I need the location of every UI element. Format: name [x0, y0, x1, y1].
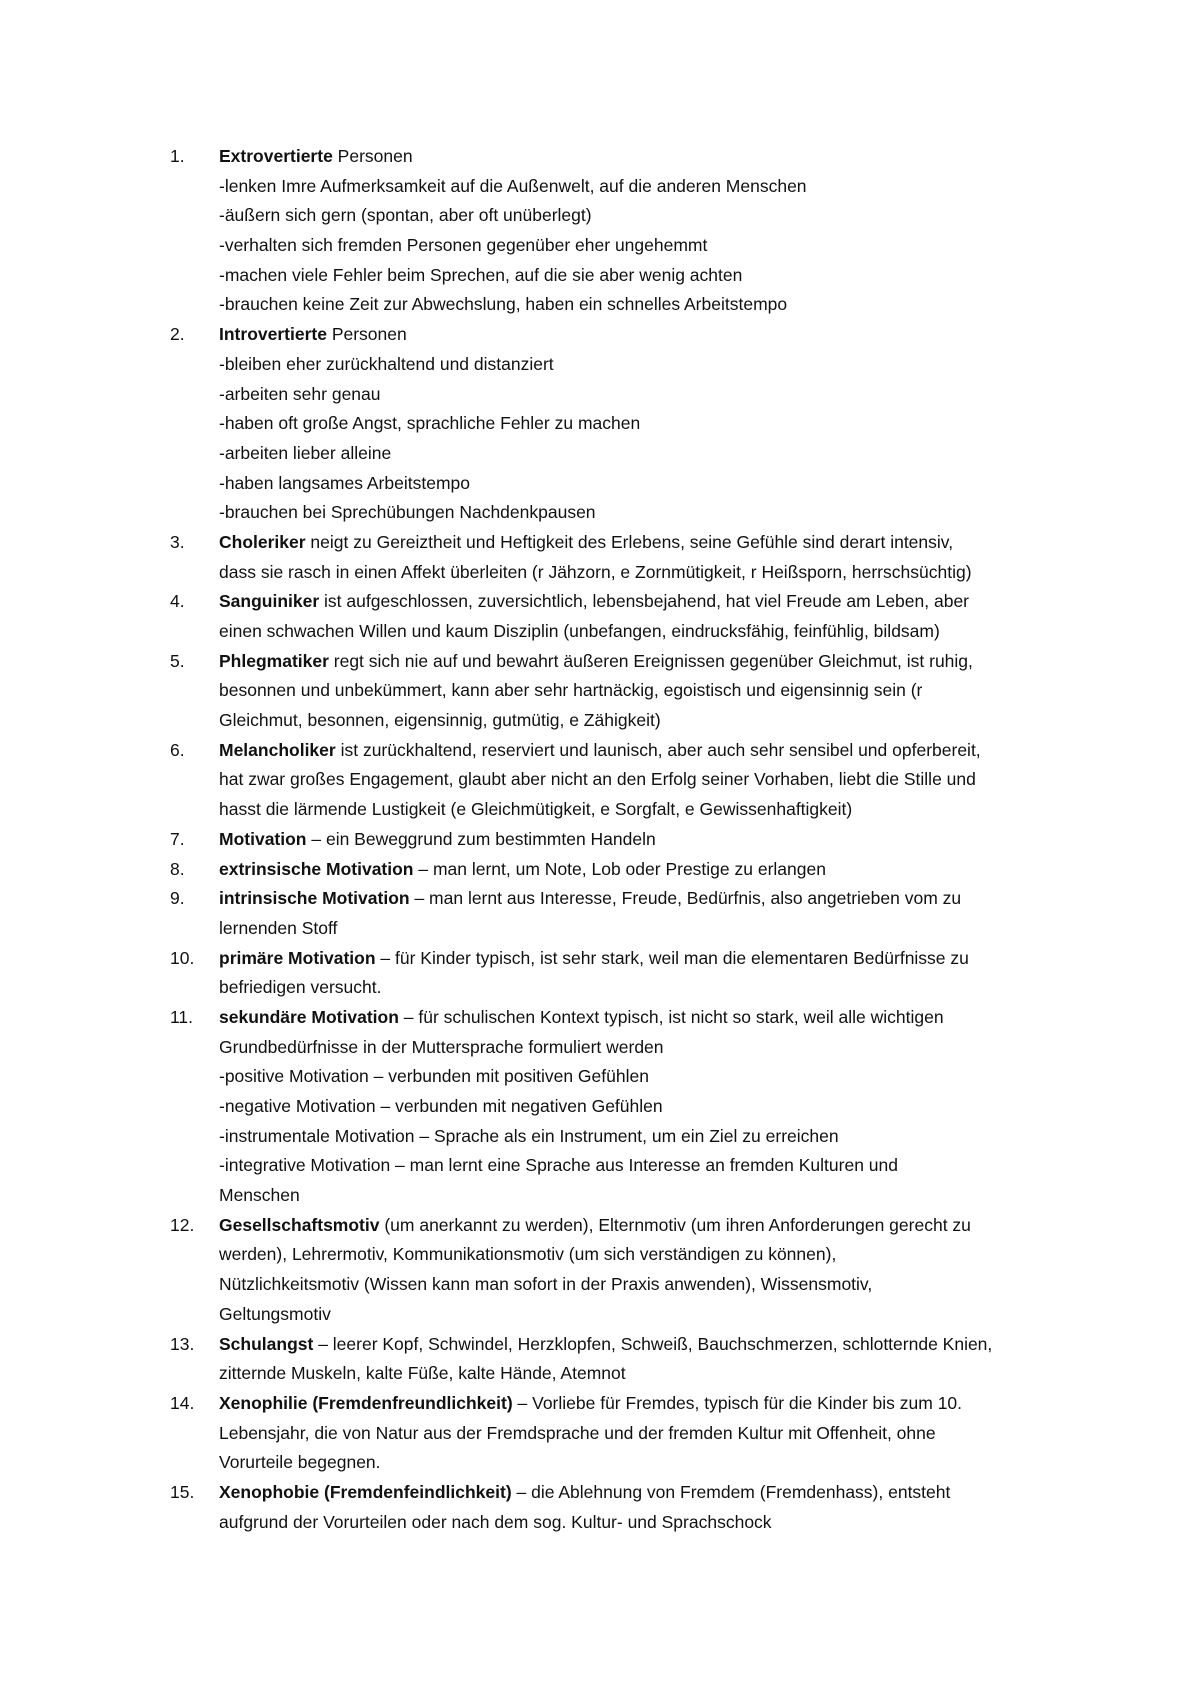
list-item-line [219, 1419, 1070, 1449]
list-item-number: 2. [170, 324, 185, 345]
list-item-line [219, 1300, 1070, 1330]
line-text: Personen [326, 324, 407, 345]
list-item [170, 884, 1070, 943]
line-text: Vorurteile begegnen. [219, 1452, 381, 1473]
list-item-line [219, 944, 1070, 974]
list-item-line [219, 320, 1070, 350]
list-item-number: 3. [170, 531, 185, 552]
line-text: ist zurückhaltend, reserviert und launisch, aber auch sehr sensibel und opferbereit, [335, 739, 981, 760]
list-item-line [219, 1211, 1070, 1241]
term-heading: Motivation [219, 828, 307, 849]
line-text: Grundbedürfnisse in der Muttersprache formuliert werden [219, 1036, 664, 1057]
list-item-line [219, 1240, 1070, 1270]
list-item-line [219, 1092, 1070, 1122]
line-text: -negative Motivation – verbunden mit negativen Gefühlen [219, 1096, 663, 1116]
line-text: -haben langsames Arbeitstempo [219, 472, 470, 493]
list-item [170, 1389, 1070, 1478]
list-item-number: 7. [170, 828, 185, 849]
line-text: -haben oft große Angst, sprachliche Fehler zu machen [219, 413, 641, 434]
list-item-line [219, 1478, 1070, 1508]
list-item-number: 13. [170, 1333, 195, 1354]
list-item [170, 647, 1070, 736]
line-text: – man lernt aus Interesse, Freude, Bedürfnis, also angetrieben vom zu [409, 888, 962, 909]
term-heading: Sanguiniker [219, 591, 320, 612]
line-text: zitternde Muskeln, kalte Füße, kalte Hände, Atemnot [219, 1363, 626, 1384]
list-item [170, 736, 1070, 825]
line-text: – leerer Kopf, Schwindel, Herzklopfen, Schweiß, Bauchschmerzen, schlotternde Knien, [313, 1333, 993, 1354]
list-item-number: 9. [170, 888, 185, 909]
list-item-line [219, 528, 1070, 558]
list-item-line [219, 1181, 1070, 1211]
line-text: Gleichmut, besonnen, eigensinnig, gutmütig, e Zähigkeit) [219, 710, 661, 731]
line-text: -bleiben eher zurückhaltend und distanziert [219, 353, 554, 374]
line-text: – Vorliebe für Fremdes, typisch für die Kinder bis zum 10. [512, 1392, 963, 1413]
list-item-number: 1. [170, 146, 185, 166]
list-item-number: 11. [170, 1006, 194, 1027]
list-item-line [219, 736, 1070, 766]
numbered-list [170, 142, 1070, 1537]
line-text: -positive Motivation – verbunden mit positiven Gefühlen [219, 1066, 649, 1087]
list-item-line [219, 1122, 1070, 1152]
list-item-line [219, 409, 1070, 439]
line-text: (um anerkannt zu werden), Elternmotiv (um ihren Anforderungen gerecht zu [379, 1214, 971, 1235]
list-item [170, 142, 1070, 320]
list-item-line [219, 676, 1070, 706]
line-text: – für Kinder typisch, ist sehr stark, weil man die elementaren Bedürfnisse zu [375, 947, 969, 968]
term-heading: primäre Motivation [219, 947, 376, 968]
line-text: besonnen und unbekümmert, kann aber sehr hartnäckig, egoistisch und eigensinnig sein (r [219, 680, 923, 701]
list-item-line [219, 231, 1070, 261]
line-text: Personen [332, 146, 413, 166]
list-item-line [219, 558, 1070, 588]
list-item-number: 12. [170, 1214, 195, 1235]
list-item-line [219, 1330, 1070, 1360]
list-item-line [219, 172, 1070, 202]
list-item-line [219, 1270, 1070, 1300]
list-item-line [219, 261, 1070, 291]
list-item-number: 14. [170, 1392, 195, 1413]
line-text: befriedigen versucht. [219, 977, 382, 998]
term-heading: Introvertierte [219, 324, 327, 345]
line-text: -arbeiten sehr genau [219, 383, 381, 404]
list-item-line [219, 439, 1070, 469]
line-text: Nützlichkeitsmotiv (Wissen kann man sofort in der Praxis anwenden), Wissensmotiv, [219, 1274, 873, 1295]
line-text: -äußern sich gern (spontan, aber oft unüberlegt) [219, 205, 592, 226]
line-text: – ein Beweggrund zum bestimmten Handeln [306, 828, 656, 849]
line-text: – für schulischen Kontext typisch, ist nicht so stark, weil alle wichtigen [398, 1006, 944, 1027]
term-heading: Choleriker [219, 531, 306, 552]
list-item-line [219, 795, 1070, 825]
list-item [170, 320, 1070, 528]
list-item-line [219, 469, 1070, 499]
line-text: dass sie rasch in einen Affekt überleiten (r Jähzorn, e Zornmütigkeit, r Heißsporn, herrschsüchtig) [219, 561, 972, 582]
list-item-line [219, 1389, 1070, 1419]
list-item-line [219, 765, 1070, 795]
line-text: einen schwachen Willen und kaum Disziplin (unbefangen, eindrucksfähig, feinfühlig, bildsam) [219, 621, 940, 641]
term-heading: Extrovertierte [219, 146, 333, 166]
list-item [170, 1003, 1070, 1211]
line-text: hat zwar großes Engagement, glaubt aber nicht an den Erfolg seiner Vorhaben, liebt die Stille und [219, 769, 976, 790]
list-item-line [219, 350, 1070, 380]
list-item [170, 1211, 1070, 1330]
term-heading: intrinsische Motivation [219, 888, 410, 909]
line-text: regt sich nie auf und bewahrt äußeren Ereignissen gegenüber Gleichmut, ist ruhig, [328, 650, 973, 671]
term-heading: Gesellschaftsmotiv [219, 1214, 380, 1235]
line-text: Geltungsmotiv [219, 1303, 331, 1324]
list-item-number: 5. [170, 650, 185, 671]
line-text: aufgrund der Vorurteilen oder nach dem sog. Kultur- und Sprachschock [219, 1511, 772, 1532]
term-heading: Melancholiker [219, 739, 336, 760]
list-item [170, 1330, 1070, 1389]
list-item-line [219, 1359, 1070, 1389]
term-heading: Phlegmatiker [219, 650, 329, 671]
term-heading: Xenophobie (Fremdenfeindlichkeit) [219, 1481, 512, 1502]
line-text: Lebensjahr, die von Natur aus der Fremdsprache und der fremden Kultur mit Offenheit, ohne [219, 1422, 936, 1443]
list-item-line [219, 647, 1070, 677]
list-item-line [219, 1062, 1070, 1092]
line-text: -brauchen keine Zeit zur Abwechslung, haben ein schnelles Arbeitstempo [219, 294, 788, 315]
list-item-line [219, 973, 1070, 1003]
list-item-line [219, 587, 1070, 617]
line-text: -machen viele Fehler beim Sprechen, auf die sie aber wenig achten [219, 264, 743, 285]
line-text: hasst die lärmende Lustigkeit (e Gleichmütigkeit, e Sorgfalt, e Gewissenhaftigkeit) [219, 799, 853, 820]
list-item-line [219, 825, 1070, 855]
list-item [170, 528, 1070, 587]
list-item-line [219, 1151, 1070, 1181]
list-item-line [219, 706, 1070, 736]
list-item-line [219, 914, 1070, 944]
list-item [170, 944, 1070, 1003]
line-text: ist aufgeschlossen, zuversichtlich, lebensbejahend, hat viel Freude am Leben, aber [319, 591, 970, 612]
term-heading: Schulangst [219, 1333, 314, 1354]
line-text: – die Ablehnung von Fremdem (Fremdenhass), entsteht [511, 1481, 951, 1502]
list-item-number: 4. [170, 591, 185, 612]
list-item-line [219, 884, 1070, 914]
list-item-number: 15. [170, 1481, 195, 1502]
line-text: -arbeiten lieber alleine [219, 442, 392, 463]
list-item-line [219, 380, 1070, 410]
line-text: werden), Lehrermotiv, Kommunikationsmotiv (um sich verständigen zu können), [219, 1244, 837, 1265]
list-item-line [219, 142, 1070, 172]
line-text: lernenden Stoff [219, 917, 338, 938]
term-heading: extrinsische Motivation [219, 858, 414, 879]
list-item-number: 8. [170, 858, 185, 879]
list-item-line [219, 201, 1070, 231]
list-item [170, 855, 1070, 885]
line-text: -integrative Motivation – man lernt eine Sprache aus Interesse an fremden Kulturen und [219, 1155, 898, 1176]
line-text: Menschen [219, 1185, 300, 1206]
term-heading: Xenophilie (Fremdenfreundlichkeit) [219, 1392, 513, 1413]
list-item [170, 825, 1070, 855]
line-text: -brauchen bei Sprechübungen Nachdenkpausen [219, 502, 596, 523]
list-item-number: 6. [170, 739, 185, 760]
list-item-line [219, 498, 1070, 528]
line-text: -instrumentale Motivation – Sprache als ein Instrument, um ein Ziel zu erreichen [219, 1125, 839, 1146]
line-text: neigt zu Gereiztheit und Heftigkeit des Erlebens, seine Gefühle sind derart intensiv, [305, 531, 954, 552]
list-item-line [219, 1033, 1070, 1063]
line-text: – man lernt, um Note, Lob oder Prestige zu erlangen [413, 858, 826, 879]
list-item-line [219, 855, 1070, 885]
list-item-line [219, 1508, 1070, 1538]
line-text: -lenken Imre Aufmerksamkeit auf die Außenwelt, auf die anderen Menschen [219, 175, 807, 196]
term-heading: sekundäre Motivation [219, 1006, 399, 1027]
list-item-line [219, 1003, 1070, 1033]
line-text: -verhalten sich fremden Personen gegenüber eher ungehemmt [219, 235, 708, 256]
list-item-line [219, 617, 1070, 647]
list-item-number: 10. [170, 947, 195, 968]
list-item-line [219, 1448, 1070, 1478]
list-item [170, 587, 1070, 646]
list-item [170, 1478, 1070, 1537]
list-item-line [219, 290, 1070, 320]
